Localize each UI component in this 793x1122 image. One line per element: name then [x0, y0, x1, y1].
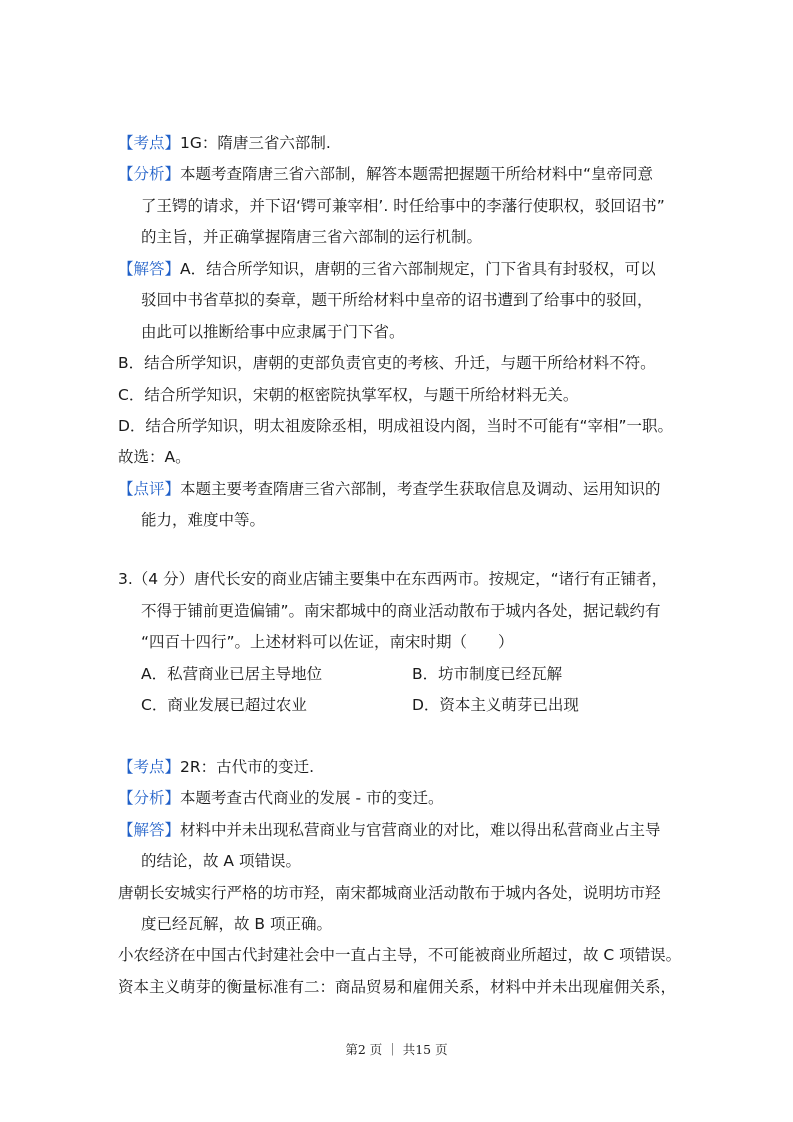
q3-jieda-line-1 [118, 819, 661, 841]
q3-option-c: C．商业发展已超过农业 [141, 696, 307, 714]
q2-jieda-line-3: 由此可以推断给事中应隶属于门下省。 [141, 323, 405, 341]
q2-fenxi-line-1 [118, 163, 653, 185]
jieda-text: A．结合所学知识，唐朝的三省六部制规定，门下省具有封驳权，可以 [180, 260, 656, 278]
q2-fenxi-line-2: 了王锷的请求，并下诏‘锷可兼宰相’. 时任给事中的李藩行使职权，驳回诏书” [141, 197, 665, 215]
q3-para-b-line-2: 度已经瓦解，故 B 项正确。 [141, 915, 332, 933]
fenxi-text: 本题考查隋唐三省六部制，解答本题需把握题干所给材料中“皇帝同意 [180, 165, 654, 183]
q3-para-d: 资本主义萌芽的衡量标准有二：商品贸易和雇佣关系，材料中并未出现雇佣关系， [118, 978, 677, 996]
q2-answer: 故选：A。 [118, 448, 191, 466]
q2-option-d-analysis: D．结合所学知识，明太祖废除丞相，明成祖设内阁，当时不可能有“宰相”一职。 [118, 417, 673, 435]
q3-fenxi [118, 787, 443, 809]
q2-jieda-line-1 [118, 258, 656, 280]
q2-option-c-analysis: C．结合所学知识，宋朝的枢密院执掌军权，与题干所给材料无关。 [118, 386, 579, 404]
fenxi-text: 本题考查古代商业的发展 - 市的变迁。 [180, 789, 444, 807]
kaodian-tag: 【考点】 [118, 134, 181, 152]
q3-para-c: 小农经济在中国古代封建社会中一直占主导，不可能被商业所超过，故 C 项错误。 [118, 946, 682, 964]
q3-jieda-line-2: 的结论，故 A 项错误。 [141, 852, 301, 870]
q2-fenxi-line-3: 的主旨，并正确掌握隋唐三省六部制的运行机制。 [141, 228, 483, 246]
q2-kaodian [118, 132, 331, 154]
q3-stem-line-2: 不得于铺前更造偏铺”。南宋都城中的商业活动散布于城内各处，据记载约有 [141, 602, 661, 620]
jieda-text: 材料中并未出现私营商业与官营商业的对比，难以得出私营商业占主导 [180, 821, 661, 839]
q2-dianping-line-1 [118, 478, 661, 500]
kaodian-text: 2R：古代市的变迁. [180, 758, 315, 776]
jieda-tag: 【解答】 [118, 260, 181, 278]
dianping-tag: 【点评】 [118, 480, 181, 498]
dianping-text: 本题主要考查隋唐三省六部制，考查学生获取信息及调动、运用知识的 [180, 480, 661, 498]
fenxi-tag: 【分析】 [118, 165, 181, 183]
q3-stem-line-1: 3.（4 分）唐代长安的商业店铺主要集中在东西两市。按规定，“诸行有正铺者， [118, 570, 668, 588]
kaodian-tag: 【考点】 [118, 758, 181, 776]
q3-kaodian [118, 756, 314, 778]
kaodian-text: 1G：隋唐三省六部制. [180, 134, 331, 152]
q3-para-b-line-1: 唐朝长安城实行严格的坊市羟，南宋都城商业活动散布于城内各处，说明坊市羟 [118, 884, 661, 902]
page-footer: 第2 页 ｜ 共15 页 [345, 1042, 448, 1057]
q3-option-d: D．资本主义萌芽已出现 [412, 696, 579, 714]
jieda-tag: 【解答】 [118, 821, 181, 839]
q3-stem-line-3: “四百十四行”。上述材料可以佐证，南宋时期（ ） [141, 633, 514, 651]
q2-dianping-line-2: 能力，难度中等。 [141, 511, 266, 529]
q2-jieda-line-2: 驳回中书省草拟的奏章，题干所给材料中皇帝的诏书遭到了给事中的驳回， [141, 291, 653, 309]
fenxi-tag: 【分析】 [118, 789, 181, 807]
q3-option-a: A．私营商业已居主导地位 [141, 665, 323, 683]
q3-option-b: B．坊市制度已经瓦解 [412, 665, 563, 683]
q2-option-b-analysis: B．结合所学知识，唐朝的吏部负责官吏的考核、升迁，与题干所给材料不符。 [118, 354, 656, 372]
